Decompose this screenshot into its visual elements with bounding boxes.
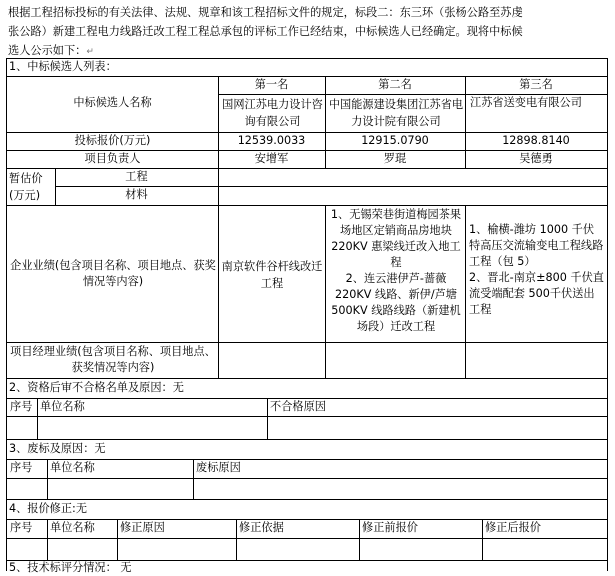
section3-col-reason: 废标原因 [196, 461, 241, 474]
project-manager-first: 安增军 [254, 152, 289, 165]
rank-first: 第一名 [254, 78, 289, 91]
grid-line [6, 76, 607, 77]
section1-title: 1、中标候选人列表： [9, 60, 117, 73]
grid-line [236, 519, 237, 560]
rank-second: 第二名 [378, 78, 412, 91]
grid-line [6, 150, 607, 151]
paragraph-mark: ↵ [86, 47, 94, 57]
estimate-label: 暂估价(万元) [9, 172, 43, 202]
performance-first: 南京软件谷杆线改迁工程 [221, 260, 323, 290]
estimate-material-label: 材料 [125, 188, 148, 201]
intro-line-2: 张公路）新建工程电力线路迁改工程工程总承包的评标工作已经结束，中标候选人已经确定。现将中标候 [8, 25, 523, 38]
candidate-name-label: 中标候选人名称 [73, 96, 152, 109]
grid-line [117, 519, 118, 560]
section2-col-index: 序号 [10, 400, 33, 413]
grid-line [47, 459, 48, 499]
grid-line [6, 459, 607, 460]
project-manager-second: 罗琨 [383, 152, 407, 165]
section2-title: 2、资格后审不合格名单及原因：无 [9, 381, 184, 394]
section3-col-index: 序号 [10, 461, 33, 474]
grid-line [37, 398, 38, 439]
rank-third: 第三名 [519, 78, 553, 91]
grid-line [6, 342, 607, 343]
grid-line [6, 538, 607, 539]
grid-line [193, 459, 194, 499]
section4-title: 4、报价修正:无 [9, 502, 88, 515]
section3-col-company: 单位名称 [50, 461, 95, 474]
section2-col-company: 单位名称 [40, 400, 85, 413]
bid-price-first: 12539.0033 [237, 134, 306, 147]
grid-line [325, 205, 326, 378]
candidate-first-name: 国网江苏电力设计咨询有限公司 [222, 98, 323, 128]
grid-line [6, 416, 607, 417]
grid-line [218, 205, 219, 378]
estimate-engineering-label: 工程 [125, 170, 148, 183]
bid-price-label: 投标报价(万元) [74, 134, 151, 147]
intro-paragraph [8, 3, 608, 62]
grid-line [6, 478, 607, 479]
grid-line [47, 519, 48, 560]
grid-line [482, 519, 483, 560]
grid-line [55, 186, 607, 187]
grid-line [218, 94, 607, 95]
bid-price-second: 12915.0790 [361, 134, 429, 147]
section4-col-price-before: 修正前报价 [362, 521, 418, 534]
section4-col-company: 单位名称 [50, 521, 95, 534]
grid-line [6, 168, 607, 169]
pm-performance-label: 项目经理业绩(包含项目名称、项目地点、获奖情况等内容) [10, 345, 216, 374]
bid-price-third: 12898.8140 [502, 134, 570, 147]
candidate-second-name: 中国能源建设集团江苏省电力设计院有限公司 [328, 98, 464, 128]
company-performance-label: 企业业绩(包含项目名称、项目地点、获奖情况等内容) [10, 259, 216, 288]
grid-line [218, 168, 219, 205]
grid-line [6, 378, 607, 379]
section5-title: 5、技术标评分情况： 无 [9, 561, 132, 574]
grid-line [6, 132, 607, 133]
grid-line [465, 205, 466, 378]
section3-title: 3、废标及原因：无 [9, 442, 106, 455]
section4-col-index: 序号 [10, 521, 33, 534]
candidate-third-name: 江苏省送变电有限公司 [470, 96, 582, 109]
grid-line [6, 439, 607, 440]
grid-line [6, 205, 607, 206]
intro-line-1: 根据工程招标投标的有关法律、法规、规章和该工程招标文件的规定，标段二：东三环（张杨公路至苏虔 [8, 6, 523, 19]
project-manager-label: 项目负责人 [84, 152, 141, 165]
grid-line [6, 519, 607, 520]
grid-line [6, 499, 607, 500]
performance-third: 1、榆横-潍坊 1000 千伏特高压交流输变电工程线路工程（包 5） 2、晋北-南京±800 千伏直流受端配套 500千伏送出工程 [469, 223, 604, 316]
section4-col-basis: 修正依据 [239, 521, 284, 534]
intro-line-3-text: 选人公示如下： [8, 44, 87, 57]
section4-col-reason: 修正原因 [120, 521, 165, 534]
grid-line [267, 398, 268, 439]
performance-second: 1、无锡荣巷街道梅园茶果场地区定销商品房地块 220KV 惠梁线迁改入地工程 2、连云港伊芦-蔷薇220KV 线路、新伊/芦塘500KV 线路线路（新建机场段）迁改工程 [330, 208, 462, 333]
project-manager-third: 吴德勇 [519, 152, 553, 165]
section4-col-price-after: 修正后报价 [485, 521, 541, 534]
grid-line [359, 519, 360, 560]
grid-line [6, 398, 607, 399]
section2-col-reason: 不合格原因 [270, 400, 326, 413]
